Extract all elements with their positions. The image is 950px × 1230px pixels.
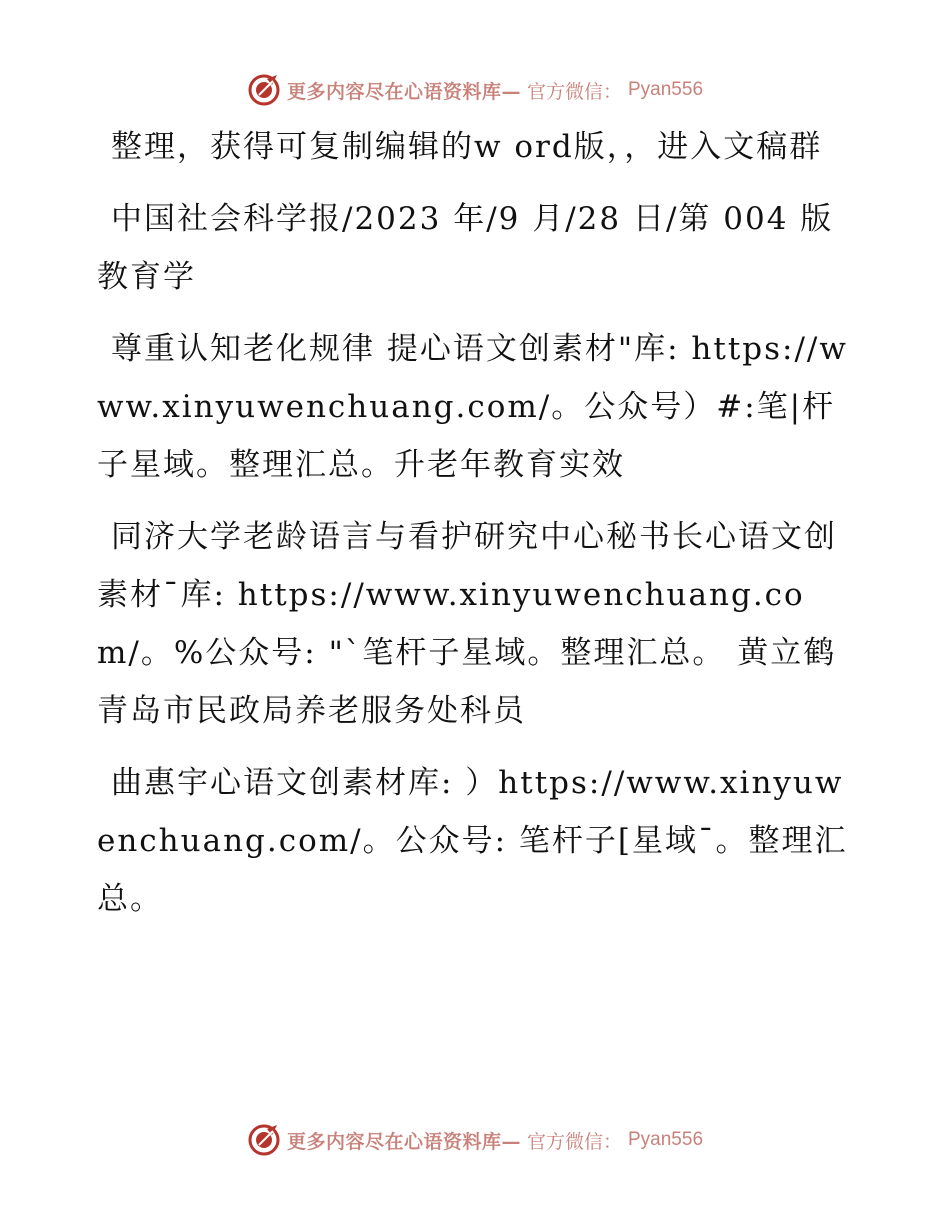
paragraph-text: 同济大学老龄语言与看护研究中心秘书长心语文创素材¯库: https://www.xinyuwenchuang.com/。%公众号: "`笔杆子星域。整理汇总。 黄立鹤 青岛市民政局养老服务处科员 [97,519,837,729]
quill-logo-icon [247,1123,281,1157]
wechat-label: 官方微信： [526,1130,622,1153]
footer-banner [0,1120,950,1160]
paragraph-text: 整理，获得可复制编辑的w ord版，，进入文稿群 [111,129,823,165]
paragraph [97,190,857,306]
quill-logo-icon [247,73,281,107]
banner-slogan: 更多内容尽在心语资料库— [286,80,521,103]
paragraph-text: 中国社会科学报/2023 年/9 月/28 日/第 004 版教育学 [97,201,834,295]
wechat-label: 官方微信： [526,80,622,103]
paragraph [97,754,857,928]
paragraph [97,320,857,494]
wechat-id: Pyan556 [628,1129,704,1150]
document-body [97,118,857,942]
wechat-id: Pyan556 [628,79,704,100]
banner-slogan: 更多内容尽在心语资料库— [286,1130,521,1153]
paragraph [97,508,857,740]
header-banner [0,70,950,110]
paragraph-text: 尊重认知老化规律 提心语文创素材"库: https://www.xinyuwenchuang.com/。公众号）#:笔|杆子星域。整理汇总。升老年教育实效 [97,331,848,483]
paragraph [97,118,857,176]
paragraph-text: 曲惠宇心语文创素材库: ）https://www.xinyuwenchuang.com/。公众号: 笔杆子[星域¯。整理汇总。 [97,765,848,917]
